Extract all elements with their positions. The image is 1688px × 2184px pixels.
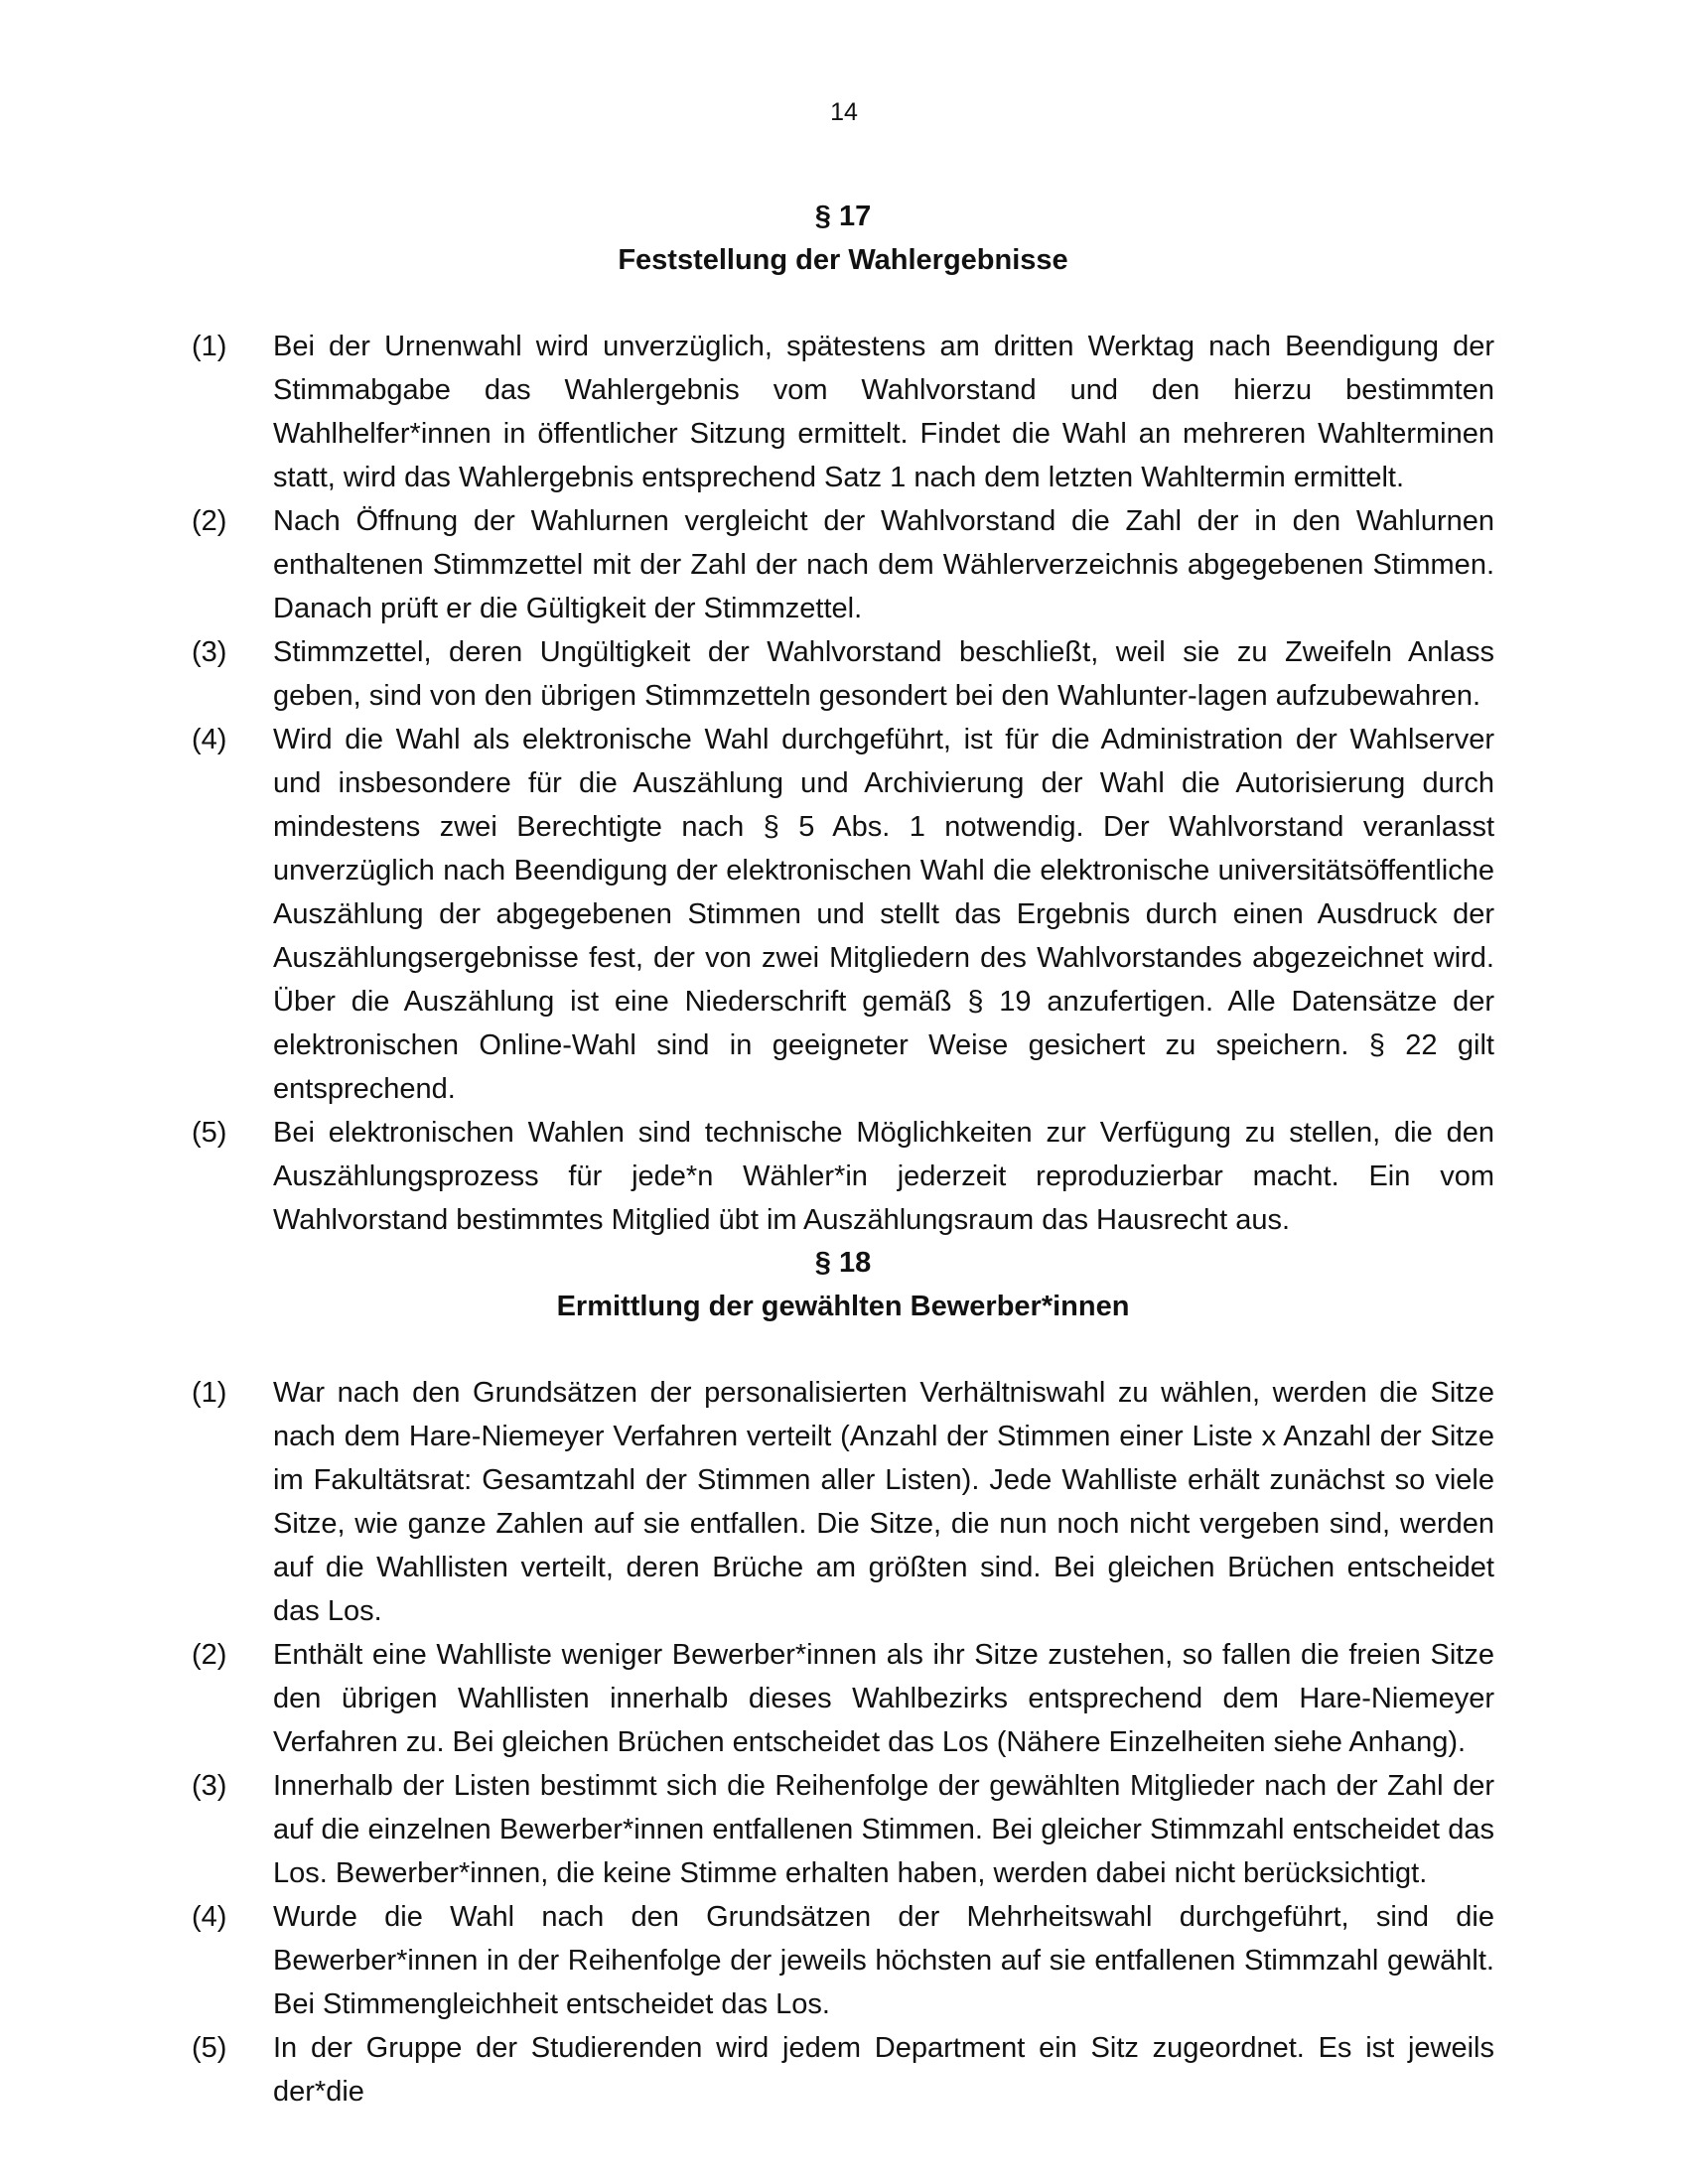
paragraph-number: (4) <box>192 724 227 755</box>
paragraph-text: Bei elektronischen Wahlen sind technische Möglichkeiten zur Verfügung zu stellen, die den Auszählungsprozess für jede*n Wähler*in jederzeit reproduzierbar macht. Ein vom Wahlvorstand bestimmtes Mitglied übt im Auszählungsraum das Hausrecht aus. <box>273 1117 1494 1236</box>
paragraph-number: (5) <box>192 2032 227 2064</box>
paragraph <box>192 1371 1494 1633</box>
section-17 <box>192 195 1494 1242</box>
paragraph-text: In der Gruppe der Studierenden wird jedem Department ein Sitz zugeordnet. Es ist jeweils der*die <box>273 2032 1494 2108</box>
section-18 <box>192 1241 1494 2114</box>
paragraph <box>192 1764 1494 1895</box>
paragraph-text: Enthält eine Wahlliste weniger Bewerber*innen als ihr Sitze zustehen, so fallen die freien Sitze den übrigen Wahllisten innerhalb dieses Wahlbezirks entsprechend dem Hare-Niemeyer Verfahren zu. Bei gleichen Brüchen entscheidet das Los (Nähere Einzelheiten siehe Anhang). <box>273 1639 1494 1758</box>
paragraph-number: (2) <box>192 505 227 537</box>
section-title: Ermittlung der gewählten Bewerber*innen <box>556 1291 1130 1322</box>
paragraph-list <box>192 1371 1494 2114</box>
paragraph-number: (3) <box>192 1770 227 1802</box>
paragraph-number: (1) <box>192 1377 227 1409</box>
paragraph-text: Innerhalb der Listen bestimmt sich die Reihenfolge der gewählten Mitglieder nach der Zahl der auf die einzelnen Bewerber*innen entfallenen Stimmen. Bei gleicher Stimmzahl entscheidet das Los. Bewerber*innen, die keine Stimme erhalten haben, werden dabei nicht berücksichtigt. <box>273 1770 1494 1889</box>
paragraph <box>192 499 1494 630</box>
section-symbol: § 17 <box>814 201 872 232</box>
paragraph <box>192 630 1494 718</box>
paragraph <box>192 325 1494 499</box>
paragraph-list <box>192 325 1494 1242</box>
paragraph-text: Bei der Urnenwahl wird unverzüglich, spätestens am dritten Werktag nach Beendigung der Stimmabgabe das Wahlergebnis vom Wahlvorstand und den hierzu bestimmten Wahlhelfer*innen in öffentlicher Sitzung ermittelt. Findet die Wahl an mehreren Wahlterminen statt, wird das Wahlergebnis entsprechend Satz 1 nach dem letzten Wahltermin ermittelt. <box>273 331 1494 493</box>
paragraph-number: (4) <box>192 1901 227 1933</box>
section-title: Feststellung der Wahlergebnisse <box>618 244 1068 276</box>
paragraph-text: Wird die Wahl als elektronische Wahl durchgeführt, ist für die Administration der Wahlserver und insbesondere für die Auszählung und Archivierung der Wahl die Autorisierung durch mindestens zwei Berechtigte nach § 5 Abs. 1 notwendig. Der Wahlvorstand veranlasst unverzüglich nach Beendigung der elektronischen Wahl die elektronische universitätsöffentliche Auszählung der abgegebenen Stimmen und stellt das Ergebnis durch einen Ausdruck der Auszählungsergebnisse fest, der von zwei Mitgliedern des Wahlvorstandes abgezeichnet wird. Über die Auszählung ist eine Niederschrift gemäß § 19 anzufertigen. Alle Datensätze der elektronischen Online-Wahl sind in geeigneter Weise gesichert zu speichern. § 22 gilt entsprechend. <box>273 724 1494 1105</box>
paragraph-text: Wurde die Wahl nach den Grundsätzen der Mehrheitswahl durchgeführt, sind die Bewerber*innen in der Reihenfolge der jeweils höchsten auf sie entfallenen Stimmzahl gewählt. Bei Stimmengleichheit entscheidet das Los. <box>273 1901 1494 2020</box>
paragraph-text: War nach den Grundsätzen der personalisierten Verhältniswahl zu wählen, werden die Sitze nach dem Hare-Niemeyer Verfahren verteilt (Anzahl der Stimmen einer Liste x Anzahl der Sitze im Fakultätsrat: Gesamtzahl der Stimmen aller Listen). Jede Wahlliste erhält zunächst so viele Sitze, wie ganze Zahlen auf sie entfallen. Die Sitze, die nun noch nicht vergeben sind, werden auf die Wahllisten verteilt, deren Brüche am größten sind. Bei gleichen Brüchen entscheidet das Los. <box>273 1377 1494 1627</box>
paragraph <box>192 1633 1494 1764</box>
section-symbol: § 18 <box>814 1247 872 1279</box>
page-number: 14 <box>830 98 858 126</box>
paragraph-number: (1) <box>192 331 227 362</box>
paragraph-text: Nach Öffnung der Wahlurnen vergleicht der Wahlvorstand die Zahl der in den Wahlurnen enthaltenen Stimmzettel mit der Zahl der nach dem Wählerverzeichnis abgegebenen Stimmen. Danach prüft er die Gültigkeit der Stimmzettel. <box>273 505 1494 624</box>
paragraph <box>192 2026 1494 2114</box>
paragraph-number: (2) <box>192 1639 227 1671</box>
paragraph-text: Stimmzettel, deren Ungültigkeit der Wahlvorstand beschließt, weil sie zu Zweifeln Anlass geben, sind von den übrigen Stimmzetteln gesondert bei den Wahlunter-lagen aufzubewahren. <box>273 636 1494 712</box>
paragraph <box>192 1111 1494 1242</box>
paragraph <box>192 1895 1494 2026</box>
paragraph <box>192 718 1494 1111</box>
paragraph-number: (3) <box>192 636 227 668</box>
paragraph-number: (5) <box>192 1117 227 1149</box>
